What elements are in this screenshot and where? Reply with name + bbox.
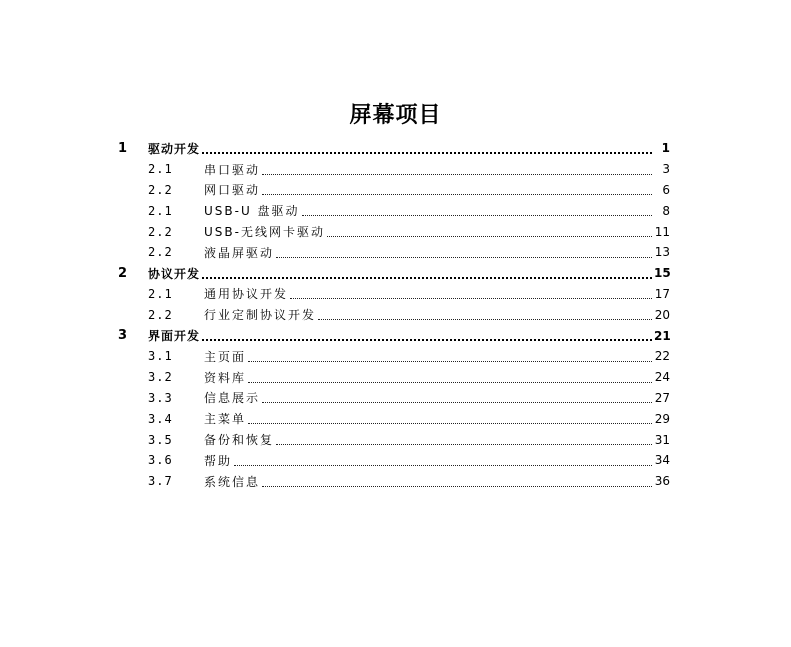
toc-leader-dots <box>202 277 652 279</box>
toc-leader-dots <box>202 339 652 341</box>
toc-entry-number: 3.3 <box>148 390 173 405</box>
toc-entry-number: 3.4 <box>148 411 173 426</box>
page-title: 屏幕项目 <box>349 102 442 128</box>
toc-leader-dots <box>290 298 652 299</box>
toc-leader-dots <box>302 215 652 216</box>
toc-entry[interactable] <box>118 138 670 159</box>
toc-entry-page: 17 <box>654 286 670 301</box>
toc-entry-page: 34 <box>654 453 670 468</box>
toc-entry-page: 11 <box>654 224 670 239</box>
toc-entry[interactable] <box>118 263 670 284</box>
toc-entry-page: 3 <box>662 162 670 177</box>
toc-entry-number: 3.6 <box>148 453 173 468</box>
toc-entry[interactable] <box>118 159 670 180</box>
toc-leader-dots <box>276 257 652 258</box>
toc-entry-page: 27 <box>654 390 670 405</box>
table-of-contents <box>118 138 670 492</box>
toc-entry-number: 2 <box>118 265 128 281</box>
toc-entry-title: 通用协议开发 <box>204 287 289 302</box>
toc-entry-number: 3.1 <box>148 349 173 364</box>
toc-entry-number: 2.1 <box>148 286 173 301</box>
toc-entry-title: 串口驱动 <box>204 162 261 177</box>
toc-entry-title: 液晶屏驱动 <box>204 245 275 260</box>
toc-leader-dots <box>262 486 652 487</box>
toc-entry[interactable] <box>118 180 670 201</box>
toc-entry[interactable] <box>118 471 670 492</box>
toc-leader-dots <box>262 174 652 175</box>
toc-leader-dots <box>262 402 652 403</box>
toc-entry[interactable] <box>118 242 670 263</box>
toc-entry-number: 1 <box>118 140 128 156</box>
toc-entry-number: 3.5 <box>148 432 173 447</box>
toc-leader-dots <box>248 361 652 362</box>
toc-entry-page: 29 <box>654 411 670 426</box>
toc-entry-title: 主页面 <box>204 349 247 364</box>
toc-entry-page: 15 <box>654 266 671 281</box>
toc-entry-number: 3 <box>118 328 128 344</box>
toc-entry-title: 驱动开发 <box>148 141 201 156</box>
toc-entry-number: 3.7 <box>148 474 173 489</box>
toc-entry[interactable] <box>118 304 670 325</box>
toc-entry-page: 20 <box>654 307 670 322</box>
toc-leader-dots <box>202 152 652 154</box>
toc-entry-number: 2.1 <box>148 203 173 218</box>
toc-entry-number: 2.2 <box>148 245 173 260</box>
toc-leader-dots <box>276 444 652 445</box>
toc-entry[interactable] <box>118 388 670 409</box>
toc-leader-dots <box>234 465 652 466</box>
toc-entry[interactable] <box>118 200 670 221</box>
toc-entry-page: 22 <box>654 349 670 364</box>
toc-leader-dots <box>318 319 652 320</box>
toc-entry-page: 36 <box>654 474 670 489</box>
toc-entry-number: 2.2 <box>148 182 173 197</box>
toc-entry-number: 2.2 <box>148 224 173 239</box>
toc-entry-title: 信息展示 <box>204 391 261 406</box>
toc-entry-title: USB-无线网卡驱动 <box>204 225 325 240</box>
toc-leader-dots <box>248 423 652 424</box>
toc-entry-title: 备份和恢复 <box>204 433 275 448</box>
toc-entry-title: USB-U 盘驱动 <box>204 204 300 219</box>
toc-entry-number: 3.2 <box>148 370 173 385</box>
toc-entry-title: 协议开发 <box>148 266 201 281</box>
toc-entry[interactable] <box>118 325 670 346</box>
toc-entry-title: 帮助 <box>204 453 233 468</box>
toc-leader-dots <box>248 382 652 383</box>
toc-entry-title: 网口驱动 <box>204 183 261 198</box>
toc-entry-page: 6 <box>662 182 670 197</box>
toc-entry[interactable] <box>118 284 670 305</box>
toc-entry-page: 31 <box>654 432 670 447</box>
toc-entry[interactable] <box>118 450 670 471</box>
toc-entry[interactable] <box>118 221 670 242</box>
toc-entry-page: 13 <box>654 245 670 260</box>
toc-entry-title: 资料库 <box>204 370 247 385</box>
toc-leader-dots <box>327 236 652 237</box>
toc-entry-page: 1 <box>661 141 670 156</box>
toc-entry-title: 主菜单 <box>204 412 247 427</box>
toc-entry-title: 系统信息 <box>204 474 261 489</box>
toc-entry-title: 行业定制协议开发 <box>204 308 317 323</box>
toc-leader-dots <box>262 194 652 195</box>
toc-entry[interactable] <box>118 408 670 429</box>
toc-entry-number: 2.2 <box>148 307 173 322</box>
toc-entry-number: 2.1 <box>148 162 173 177</box>
toc-entry-title: 界面开发 <box>148 329 201 344</box>
toc-entry[interactable] <box>118 367 670 388</box>
toc-entry-page: 24 <box>654 370 670 385</box>
toc-entry[interactable] <box>118 346 670 367</box>
toc-entry[interactable] <box>118 429 670 450</box>
toc-entry-page: 8 <box>662 203 670 218</box>
toc-entry-page: 21 <box>654 328 671 343</box>
